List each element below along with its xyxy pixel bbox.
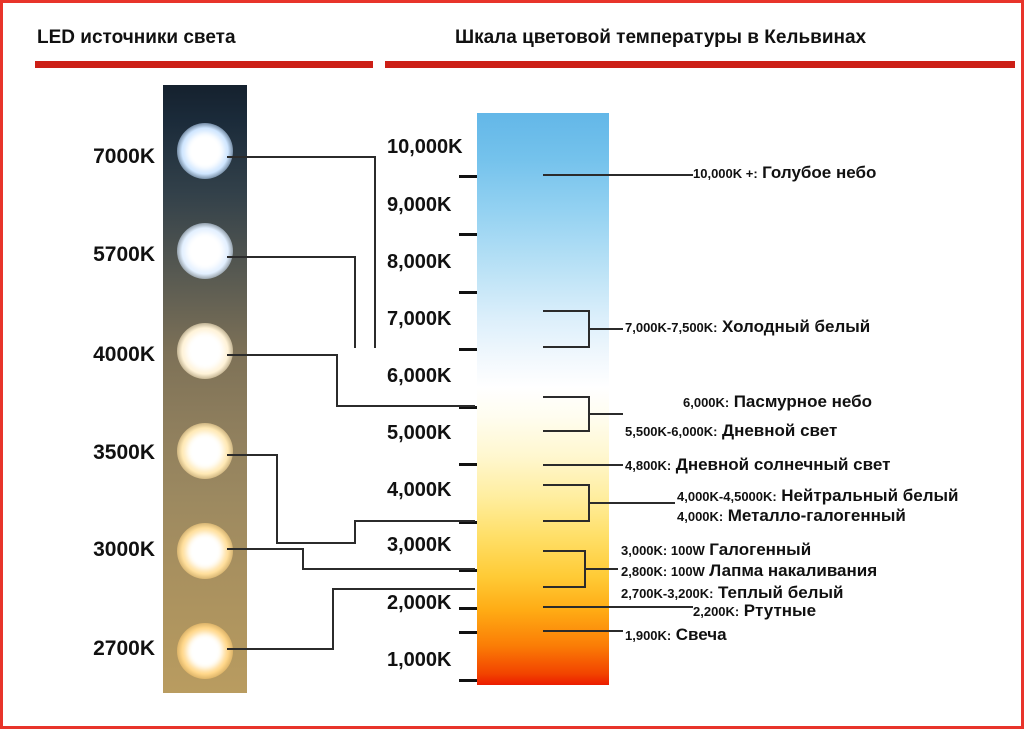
led-label-5700k: 5700K (93, 243, 155, 266)
scale-tick-10000k (459, 175, 477, 178)
led-dot-4000k (177, 323, 233, 379)
led-dot-5700k (177, 223, 233, 279)
scale-label-10000k: 10,000K (387, 136, 463, 158)
led-dot-2700k (177, 623, 233, 679)
led-label-2700k: 2700K (93, 637, 155, 660)
annotation-name-warm-white: Теплый белый (717, 583, 844, 602)
annotation-name-blue-sky: Голубое небо (762, 163, 877, 182)
scale-label-6000k: 6,000K (387, 365, 452, 387)
scale-tick-1500k (459, 631, 477, 634)
annotation-kelvin-neutral-white: 4,000K-4,5000K: (677, 489, 777, 504)
annotation-sunlight (625, 455, 890, 475)
annotation-name-candle: Свеча (675, 625, 727, 644)
annotation-kelvin-blue-sky: 10,000K +: (693, 166, 758, 181)
scale-tick-7000k (459, 348, 477, 351)
title-underline-right (385, 61, 1015, 68)
scale-label-2000k: 2,000K (387, 592, 452, 614)
scale-label-7000k: 7,000K (387, 308, 452, 330)
annotation-halogen (621, 540, 811, 560)
annotation-name-mercury: Ртутные (743, 601, 817, 620)
annotation-name-neutral-white: Нейтральный белый (781, 486, 959, 505)
led-dot-7000k (177, 123, 233, 179)
annotation-blue-sky (693, 163, 876, 183)
scale-tick-3000k (459, 569, 477, 572)
scale-tick-5000k (459, 463, 477, 466)
scale-label-5000k: 5,000K (387, 422, 452, 444)
page-title-right: Шкала цветовой температуры в Кельвинах (455, 27, 867, 48)
annotation-incandescent (621, 561, 877, 581)
annotation-daylight (625, 421, 837, 441)
led-dot-3000k (177, 523, 233, 579)
led-label-7000k: 7000K (93, 145, 155, 168)
scale-tick-4000k (459, 521, 477, 524)
annotation-warm-white (621, 583, 843, 603)
annotation-name-incandescent: Лапма накаливания (709, 561, 878, 580)
annotation-candle (625, 625, 727, 645)
annotation-kelvin-warm-white: 2,700K-3,200K: (621, 586, 714, 601)
annotation-name-sunlight: Дневной солнечный свет (675, 455, 891, 474)
annotation-cool-white (625, 317, 870, 337)
scale-label-9000k: 9,000K (387, 194, 452, 216)
led-label-3000k: 3000K (93, 538, 155, 561)
annotation-name-cool-white: Холодный белый (721, 317, 871, 336)
annotation-kelvin-daylight: 5,500K-6,000K: (625, 424, 718, 439)
annotation-neutral-white (677, 486, 958, 506)
scale-tick-9000k (459, 233, 477, 236)
led-label-4000k: 4000K (93, 343, 155, 366)
annotation-kelvin-halogen: 3,000K: 100W (621, 543, 705, 558)
annotation-kelvin-candle: 1,900K: (625, 628, 672, 643)
kelvin-gradient-bar (477, 113, 609, 685)
connector-7000k (227, 157, 375, 348)
scale-label-8000k: 8,000K (387, 251, 452, 273)
annotation-kelvin-metal-halide: 4,000K: (677, 509, 724, 524)
scale-label-3000k: 3,000K (387, 534, 452, 556)
annotation-name-overcast-sky: Пасмурное небо (733, 392, 873, 411)
page-title-left: LED источники света (37, 27, 236, 48)
annotation-kelvin-incandescent: 2,800K: 100W (621, 564, 705, 579)
annotation-name-metal-halide: Металло-галогенный (727, 506, 906, 525)
scale-label-1000k: 1,000K (387, 649, 452, 671)
annotation-metal-halide (677, 506, 906, 526)
annotation-kelvin-overcast-sky: 6,000K: (683, 395, 730, 410)
annotation-overcast-sky (683, 392, 872, 412)
annotation-kelvin-mercury: 2,200K: (693, 604, 740, 619)
scale-label-4000k: 4,000K (387, 479, 452, 501)
scale-tick-6000k (459, 406, 477, 409)
annotation-kelvin-cool-white: 7,000K-7,500K: (625, 320, 718, 335)
led-dot-3500k (177, 423, 233, 479)
scale-tick-8000k (459, 291, 477, 294)
annotation-name-daylight: Дневной свет (721, 421, 838, 440)
led-label-column (3, 3, 155, 729)
scale-tick-1000k (459, 679, 477, 682)
annotation-mercury (693, 601, 816, 621)
annotation-kelvin-sunlight: 4,800K: (625, 458, 672, 473)
annotation-name-halogen: Галогенный (709, 540, 812, 559)
led-strip-photo (163, 85, 247, 693)
led-label-3500k: 3500K (93, 441, 155, 464)
